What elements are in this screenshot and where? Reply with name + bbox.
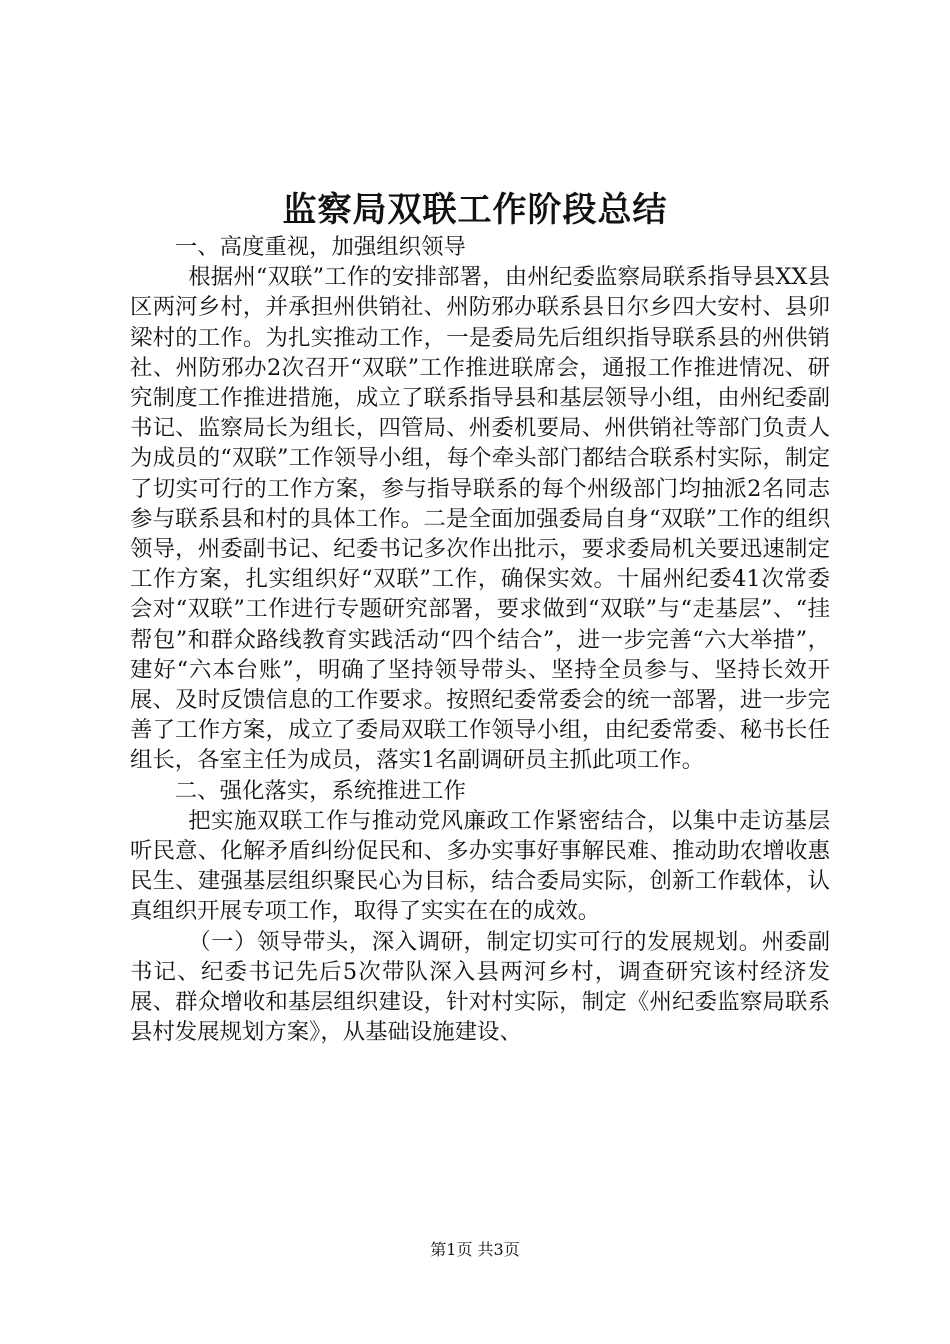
paragraph-3: （一）领导带头，深入调研，制定切实可行的发展规划。州委副书记、纪委书记先后5次带队深入县两河乡村，调查研究该村经济发展、群众增收和基层组织建设，针对村实际，制定《州纪委监察局联系县村发展规划方案》，从基础设施建设、 (130, 928, 830, 1046)
document-title: 监察局双联工作阶段总结 (282, 190, 668, 230)
paragraph-2: 把实施双联工作与推动党风廉政工作紧密结合，以集中走访基层听民意、化解矛盾纠纷促民和、多办实事好事解民难、推动助农增收惠民生、建强基层组织聚民心为目标，结合委局实际，创新工作载体，认真组织开展专项工作，取得了实实在在的成效。 (130, 807, 830, 925)
document-body (130, 232, 830, 1047)
section-heading-1: 一、高度重视，加强组织领导 (174, 234, 466, 260)
page-footer: 第1页 共3页 (430, 1240, 520, 1259)
section-heading-2: 二、强化落实，系统推进工作 (174, 777, 466, 804)
paragraph-1: 根据州“双联”工作的安排部署，由州纪委监察局联系指导县XX县区两河乡村，并承担州供销社、州防邪办联系县日尔乡四大安村、县卯梁村的工作。为扎实推动工作，一是委局先后组织指导联系县的州供销社、州防邪办2次召开“双联”工作推进联席会，通报工作推进情况、研究制度工作推进措施，成立了联系指导县和基层领导小组，由州纪委副书记、监察局长为组长，四管局、州委机要局、州供销社等部门负责人为成员的“双联”工作领导小组，每个牵头部门都结合联系村实际，制定了切实可行的工作方案，参与指导联系的每个州级部门均抽派2名同志参与联系县和村的具体工作。二是全面加强委局自身“双联”工作的组织领导，州委副书记、纪委书记多次作出批示，要求委局机关要迅速制定工作方案，扎实组织好“双联”工作，确保实效。十届州纪委41次常委会对“双联”工作进行专题研究部署，要求做到“双联”与“走基层”、“挂帮包”和群众路线教育实践活动“四个结合”，进一步完善“六大举措”，建好“六本台账”，明确了坚持领导带头、坚持全员参与、坚持长效开展、及时反馈信息的工作要求。按照纪委常委会的统一部署，进一步完善了工作方案，成立了委局双联工作领导小组，由纪委常委、秘书长任组长，各室主任为成员，落实1名副调研员主抓此项工作。 (130, 264, 830, 774)
